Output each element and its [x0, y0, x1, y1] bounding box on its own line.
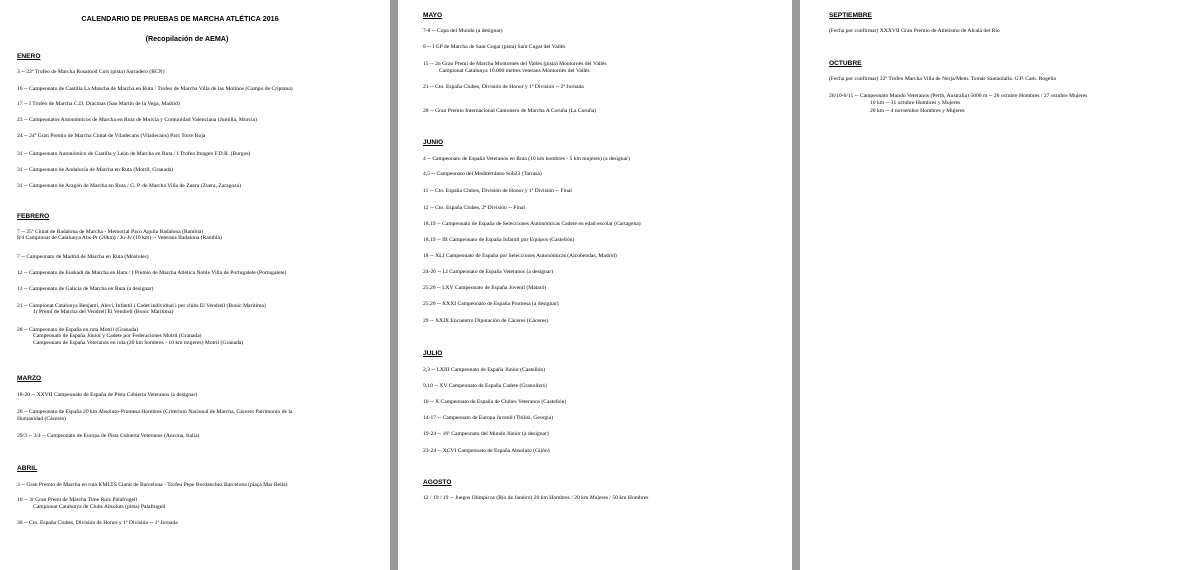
- event-line: 4 -- Campeonato de España Veteranos en Ruta (10 km hombres - 5 km mujeres) (a designar): [423, 156, 630, 162]
- document-subtitle: (Recopilación de AEMA): [145, 34, 229, 43]
- event-line: 15 -- 2n Gran Premi de Marcha Montornès del Vallès (pista) Montornès del Vallès: [423, 61, 607, 67]
- event-line: 18-20 -- XXVII Campeonato de España de Pista Cubierta Veteranos (a designar): [17, 392, 198, 398]
- event-line: 2,3 -- LXIII Campeonato de España Júnior (Castellón): [423, 367, 546, 373]
- event-line: 9,10 -- XV Campeonato de España Cadete (Granollers): [423, 383, 547, 389]
- event-main: 21 -- Campionat Catalunya Benjamí, Aleví, Infantil i Cadet individual i per clubs El Vendrell (Bonic Marítima): [17, 303, 266, 309]
- month-heading-enero: ENERO: [17, 53, 41, 60]
- event-line: 10 -- 3r Gran Premi de Marcha Time Ruiz Palafrugell: [17, 497, 138, 503]
- month-heading-mayo: MAYO: [423, 12, 443, 19]
- event-line: 20 -- Campeonato de España 20 km Absoluto-Promesa Hombres (Criterium Nacional de Marcha, Cáceres Patrimonio de la: [17, 409, 293, 415]
- event-line: 23 -- Campeonatos Autonómicos de Marcha en Ruta de Murcia y Comunidad Valenciana (Jumilla, Murcia): [17, 117, 257, 123]
- event-line: 7 -- Campeonato de Madrid de Marcha en Ruta (Móstoles): [17, 254, 149, 260]
- event-line: 10 km -- 31 octubre Hombres y Mujeres: [870, 100, 961, 106]
- event-line: 4,5 -- Campeonato del Mediterráneo Sub23 (Tarrasa): [423, 171, 542, 177]
- event-line: [17, 229, 222, 242]
- event-line: 23-24 -- XCVI Campeonato de España Absoluto (Gijón): [423, 448, 550, 454]
- event-line: (Fecha por confirmar) 32º Trofeo Marcha Villa de Nerja/Mem. Tomás Santaolalla. G.P. Cam. Rogelio: [829, 76, 1057, 82]
- event-line: 20 km -- 4 noviembre Hombres y Mujeres: [870, 108, 965, 114]
- month-heading-octubre: OCTUBRE: [829, 60, 862, 67]
- event-line: 12 -- Campeonato de Euskadi de Marcha en Ruta / I Premio de Marcha Atlética Noble Villa de Portugalete (Portugalete): [17, 270, 287, 276]
- month-heading-abril: ABRIL: [17, 465, 38, 472]
- event-line: 19-24 -- 16º Campeonato del Mundo Júnior (a designar): [423, 431, 549, 437]
- event-sub: Campeonato de España Júnior y Cadete por Federaciones Motril (Granada): [33, 333, 202, 340]
- event-line: 18,19 -- Campeonato de España de Selecciones Autonómicas Cadete en edad escolar (Cartagena): [423, 221, 641, 227]
- event-line: 12 -- Cto. España Clubes, 2ª División -- Final: [423, 205, 525, 211]
- event-line: Humanidad (Cáceres): [17, 416, 66, 422]
- event-line: 30 -- Cto. España Clubes, División de Honor y 1ª División -- 1ª Jornada: [17, 520, 178, 526]
- event-line: 26/10-6/11 -- Campeonato Mundo Veteranos (Perth, Australia) 5000 m -- 26 octubre Hombres / 27 octubre Mujeres: [829, 93, 1088, 99]
- event-line: 29/3 -- 3/4 -- Campeonato de Europa de Pista Cubierta Veteranos (Ancona, Italia): [17, 433, 200, 439]
- document-title: CALENDARIO DE PRUEBAS DE MARCHA ATLÉTICA 2016: [81, 14, 279, 23]
- event-line: 3 -- 22ª Trofeo de Marcha Rosamod Cols (pista) Sarradero (BCN): [17, 69, 165, 75]
- event-line: (Fecha por confirmar) XXXVII Gran Premio de Atletismo de Alcalá del Río: [829, 28, 1000, 34]
- month-heading-agosto: AGOSTO: [423, 479, 452, 486]
- month-heading-marzo: MARZO: [17, 375, 42, 382]
- month-heading-julio: JULIO: [423, 350, 443, 357]
- event-line: [17, 303, 266, 316]
- event-line: 8 -- I GP de Marcha de Sant Cugat (pista) Sant Cugat del Vallès: [423, 44, 566, 50]
- event-line: 7-8 -- Copa del Mundo (a designar): [423, 28, 503, 34]
- event-line: 24-26 -- LI Campeonato de España Veteranos (a designar): [423, 269, 554, 275]
- document-page-1: [0, 0, 390, 570]
- event-line: 12 / 19 / 19 -- Juegos Olímpicos (Río de Janeiro) 20 km Hombres / 20 km Mujeres / 50 km Hombres: [423, 495, 649, 501]
- event-line: 14-17 -- Campeonato de Europa Juvenil (Tbilisi, Georgia): [423, 415, 554, 421]
- event-line: [17, 327, 243, 346]
- event-line: 18 -- XLI Campeonato de España por Selecciones Autonómicas (Alcobendas, Madrid): [423, 253, 617, 259]
- event-line: 31 -- Campeonato de Andalucía de Marcha en Ruta (Motril, Granada): [17, 167, 174, 173]
- event-line: 16 -- Campeonato de Castilla La Mancha de Marcha en Ruta / Trofeo de Marcha Villa de las Molinos (Campo de Criptana): [17, 86, 293, 92]
- page-gutter: [390, 0, 398, 570]
- event-line: 21 -- Cto. España Clubes, División de Honor y 1ª División -- 2ª Jornada: [423, 84, 584, 90]
- event-main: 28 -- Campeonato de España en ruta Motril (Granada): [17, 327, 139, 333]
- event-line: Campionat Catalunya 10.000 metres veterans Montornès del Vallès: [439, 68, 590, 74]
- month-heading-junio: JUNIO: [423, 139, 444, 146]
- event-line: 18,19 -- III Campeonato de España Infantil por Equipos (Castellón): [423, 237, 575, 243]
- event-line: Campionat Catalunya de Clubs Absoluts (pista) Palafrugell: [33, 504, 166, 510]
- event-line: 28 -- Gran Premio Internacional Cantonero de Marcha A Coruña (La Coruña): [423, 108, 597, 114]
- month-heading-septiembre: SEPTIEMBRE: [829, 12, 872, 19]
- document-page-3: [800, 0, 1184, 570]
- event-line: 25,26 -- LXV Campeonato de España Juvenil (Mataró): [423, 285, 547, 291]
- event-line: 31 -- Campeonato Autonómico de Castilla y León de Marcha en Ruta / I Trofeo Imagen F.D.R. (Burgos): [17, 151, 251, 157]
- event-line: 31 -- Campeonato de Aragón de Marcha en Ruta / G. P. de Marcha Villa de Zuera (Zuera, Zaragoza): [17, 183, 241, 189]
- event-line: 3 -- Gran Premio de Marcha en ruta KMLTS Ciutat de Barcelona - Trofeu Pepe Bordanchez Barcelona (plaça Mar Bella): [17, 482, 288, 488]
- event-line: 29 -- XXIX Encuentro Diputación de Cáceres (Cáceres): [423, 318, 549, 324]
- event-sub: 1r Premi de Marcha del Vendrell El Vendrell (Bonic Marítima): [33, 309, 174, 316]
- event-sub: 8/4 Campionat de Catalunya Abs-Pr (20km) / Ju-Jv (10 km) -- Veterans Badalona (Rambla): [17, 235, 222, 242]
- event-main: 7 -- 25ª Ciutat de Badalona de Marcha - Memorial Paco Aguila Badalona (Rambla): [17, 229, 204, 235]
- event-line: 24 -- 24ª Gran Premio de Marcha Ciutat de Viladecans (Viladecans) Parc Torre Roja: [17, 133, 206, 139]
- event-line: 10 -- X Campeonato de España de Clubes Veteranos (Castellón): [423, 399, 567, 405]
- event-line: 11 -- Cto. España Clubes, División de Honor y 1ª División -- Final: [423, 188, 572, 194]
- month-heading-febrero: FEBRERO: [17, 213, 50, 220]
- event-line: 17 -- I Trofeo de Marcha C.D. Dracmas (San Martín de la Vega, Madrid): [17, 101, 180, 107]
- page-gutter: [792, 0, 800, 570]
- event-line: 25,26 -- XXXI Campeonato de España Promesa (a designar): [423, 301, 559, 307]
- document-page-2: [398, 0, 792, 570]
- event-line: 13 -- Campeonato de Galicia de Marcha en Ruta (a designar): [17, 286, 154, 292]
- event-sub: Campeonato de España Veteranos en ruta (20 km hombres - 10 km mujeres) Motril (Granada): [33, 339, 244, 346]
